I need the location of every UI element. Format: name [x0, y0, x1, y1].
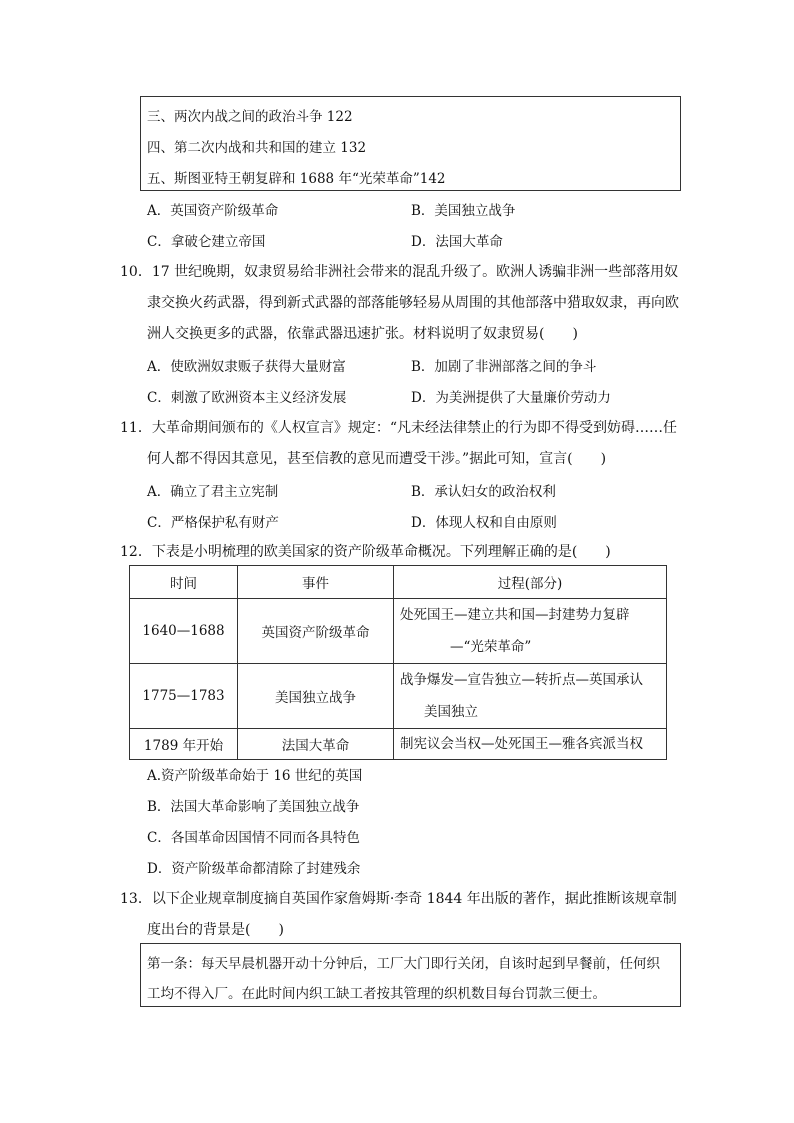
- table-cell-time: 1775—1783: [130, 664, 238, 729]
- q12-option-c[interactable]: C．各国革命因国情不同而各具特色: [147, 830, 360, 846]
- table-cell-process: [394, 664, 667, 729]
- table-header-cell: 过程(部分): [394, 566, 667, 599]
- process-line: —“光荣革命”: [450, 639, 532, 655]
- table-cell-time: 1789 年开始: [130, 729, 238, 760]
- process-line: 处死国王—建立共和国—封建势力复辟: [400, 607, 630, 623]
- process-line: 美国独立: [424, 704, 478, 720]
- q9-option-b[interactable]: B．美国独立战争: [411, 203, 516, 219]
- q9-option-d[interactable]: D．法国大革命: [411, 234, 503, 250]
- table-cell-time: 1640—1688: [130, 599, 238, 664]
- q9-option-a[interactable]: A．英国资产阶级革命: [147, 203, 279, 219]
- q13-stem-line: 13．以下企业规章制度摘自英国作家詹姆斯·李奇 1844 年出版的著作，据此推断该规章制: [120, 891, 677, 907]
- regulation-line: 第一条：每天早晨机器开动十分钟后，工厂大门即行关闭，自该时起到早餐前，任何织: [147, 956, 660, 972]
- q11-option-c[interactable]: C．严格保护私有财产: [147, 515, 279, 531]
- q11-option-a[interactable]: A．确立了君主立宪制: [147, 484, 279, 500]
- table-cell-event: 英国资产阶级革命: [238, 599, 394, 664]
- table-row: [130, 729, 667, 760]
- contents-excerpt-box: [140, 96, 681, 191]
- table-header-cell: 事件: [238, 566, 394, 599]
- table-header-row: [130, 566, 667, 599]
- q10-option-d[interactable]: D．为美洲提供了大量廉价劳动力: [411, 390, 611, 406]
- revolution-table: [129, 565, 667, 760]
- excerpt-line: 三、两次内战之间的政治斗争 122: [147, 109, 353, 125]
- q10-option-a[interactable]: A．使欧洲奴隶贩子获得大量财富: [147, 359, 346, 375]
- q11-option-b[interactable]: B．承认妇女的政治权利: [411, 484, 556, 500]
- table-row: [130, 664, 667, 729]
- q10-stem-line: 隶交换火药武器，得到新式武器的部落能够轻易从周围的其他部落中猎取奴隶，再向欧: [147, 295, 679, 311]
- table-cell-event: 法国大革命: [238, 729, 394, 760]
- q11-option-d[interactable]: D．体现人权和自由原则: [411, 515, 557, 531]
- q10-option-b[interactable]: B．加剧了非洲部落之间的争斗: [411, 359, 597, 375]
- excerpt-line: 四、第二次内战和共和国的建立 132: [147, 140, 367, 156]
- q11-stem-line: 何人都不得因其意见，甚至信教的意见而遭受干涉。”据此可知，宣言( ): [147, 451, 607, 467]
- table-row: [130, 599, 667, 664]
- q10-stem-line: 洲人交换更多的武器，依靠武器迅速扩张。材料说明了奴隶贸易( ): [147, 326, 578, 342]
- table-cell-process: 制宪议会当权—处死国王—雅各宾派当权: [394, 729, 667, 760]
- table-cell-event: 美国独立战争: [238, 664, 394, 729]
- q12-option-b[interactable]: B．法国大革命影响了美国独立战争: [147, 799, 360, 815]
- regulation-line: 工均不得入厂。在此时间内织工缺工者按其管理的织机数目每台罚款三便士。: [147, 986, 606, 1002]
- table-cell-process: [394, 599, 667, 664]
- q12-option-d[interactable]: D．资产阶级革命都清除了封建残余: [147, 861, 361, 877]
- q9-option-c[interactable]: C．拿破仑建立帝国: [147, 234, 266, 250]
- regulation-excerpt-box: [140, 943, 681, 1007]
- q10-option-c[interactable]: C．刺激了欧洲资本主义经济发展: [147, 390, 347, 406]
- q11-stem-line: 11．大革命期间颁布的《人权宣言》规定：“凡未经法律禁止的行为即不得受到妨碍……任: [120, 420, 677, 436]
- q12-option-a[interactable]: A.资产阶级革命始于 16 世纪的英国: [147, 768, 363, 784]
- q12-stem: 12．下表是小明梳理的欧美国家的资产阶级革命概况。下列理解正确的是( ): [120, 544, 611, 560]
- q13-stem-line: 度出台的背景是( ): [147, 922, 284, 938]
- q10-stem-line: 10．17 世纪晚期，奴隶贸易给非洲社会带来的混乱升级了。欧洲人诱骗非洲一些部落用奴: [120, 264, 679, 280]
- excerpt-line: 五、斯图亚特王朝复辟和 1688 年“光荣革命”142: [147, 171, 446, 187]
- process-line: 战争爆发—宣告独立—转折点—英国承认: [400, 672, 643, 688]
- table-header-cell: 时间: [130, 566, 238, 599]
